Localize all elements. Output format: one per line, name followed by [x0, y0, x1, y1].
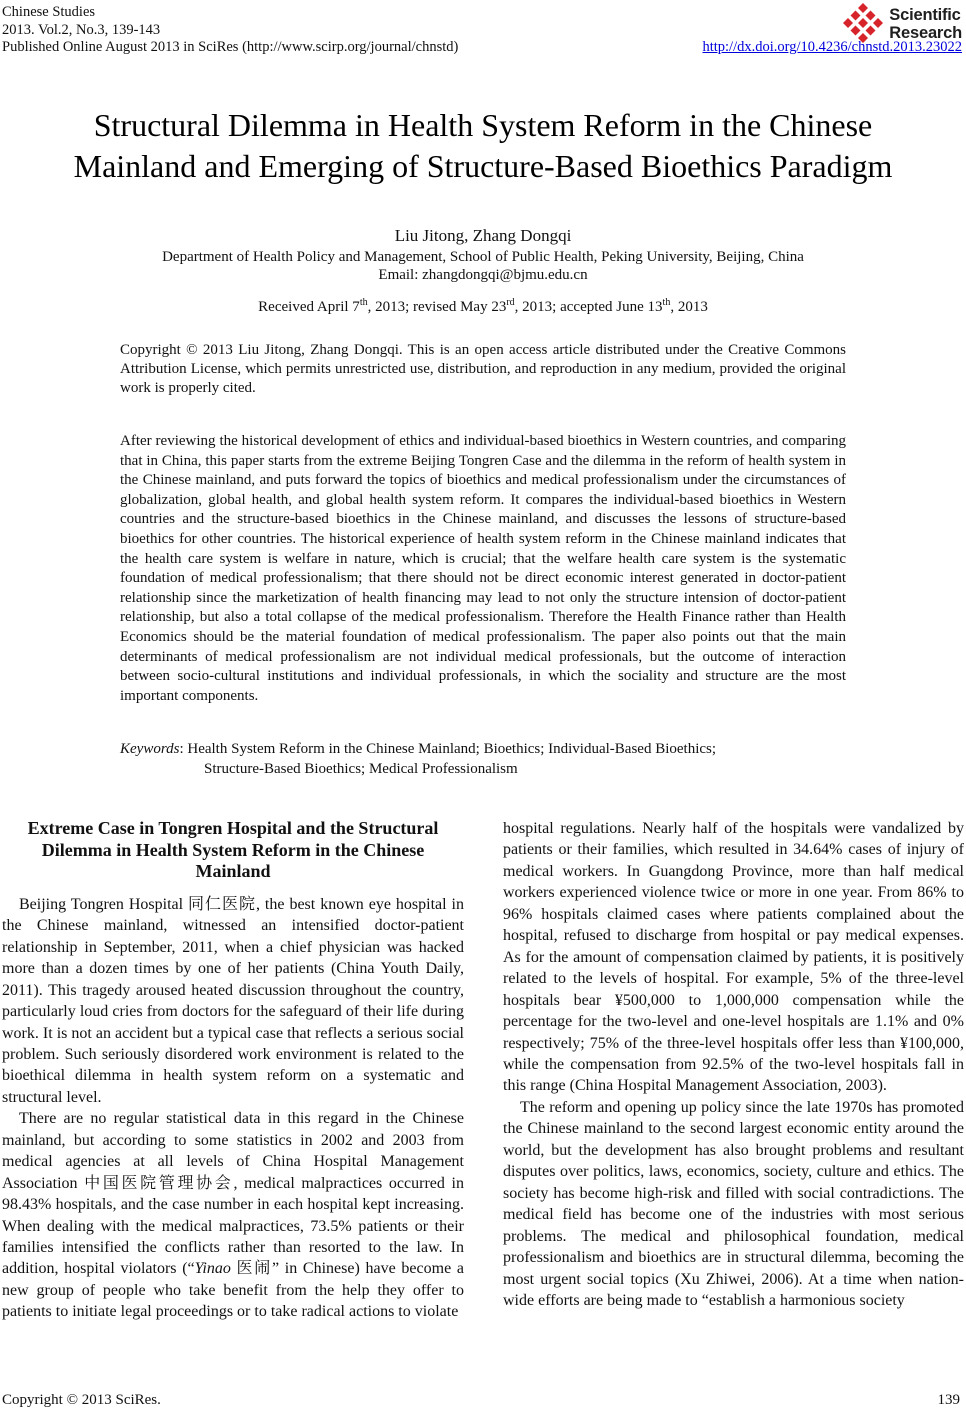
journal-name: Chinese Studies: [2, 4, 96, 20]
affiliation: Department of Health Policy and Management, School of Public Health, Peking University, Beijing, China: [162, 249, 804, 265]
journal-issue: 2013. Vol.2, No.3, 139-143: [2, 21, 161, 38]
email-line: Email: zhangdongqi@bjmu.edu.cn: [378, 267, 588, 283]
article-title: Structural Dilemma in Health System Reform in the Chinese Mainland and Emerging of Structure-Based Bioethics Paradigm: [73, 107, 893, 184]
keywords-label: Keywords: [120, 741, 180, 757]
keywords-line2: Structure-Based Bioethics; Medical Professionalism: [204, 760, 518, 777]
ordinal-superscript: rd: [506, 297, 515, 308]
section-heading: Extreme Case in Tongren Hospital and the Structural Dilemma in Health System Reform in the Chinese Mainland: [27, 818, 439, 882]
logo-word-2: Research: [889, 24, 962, 42]
journal-published-line: Published Online August 2013 in SciRes (http://www.scirp.org/journal/chnstd): [2, 39, 459, 56]
authors: Liu Jitong, Zhang Dongqi: [394, 226, 572, 245]
right-column: [503, 818, 964, 1311]
abstract-paragraph: After reviewing the historical development of ethics and individual-based bioethics in Western countries, and comparing that in China, this paper starts from the extreme Beijing Tongren Case and the dilemma in the reform of health system in the Chinese mainland, and puts forward the topics of bioethics and medical professionalism under the circumstances of globalization, global health, and global health system reform. It compares the individual-based bioethics in Western countries and the structure-based bioethics in the Chinese mainland, and discusses the lessons of structure-based bioethics for other countries. The historical experience of health system reform in the Chinese mainland indicates that the health care system is welfare in nature, which is crucial; that the welfare health care system is the systematic foundation of medical professionalism; that there should not be direct economic interest generated in doctor-patient relationship since the marketization of health financing may lead to not only the structure intension of doctor-patient relationship, but also a total collapse of the medical professionalism. Therefore the Health Finance rather than Health Economics should be the material foundation of medical professionalism. The paper also points out that the main determinants of medical professionalism are not individual medical professionals, but the outcome of interaction between socio-cultural institutions and individual professionals, in which the sociality and structure are the most important components.: [120, 433, 846, 704]
ordinal-superscript: th: [662, 297, 671, 308]
keywords-block: [120, 740, 930, 780]
journal-header: [2, 4, 458, 57]
doi-link[interactable]: http://dx.doi.org/10.4236/chnstd.2013.23022: [702, 39, 962, 55]
keywords-line1: : Health System Reform in the Chinese Mainland; Bioethics; Individual-Based Bioethics;: [179, 741, 717, 757]
left-column: [2, 818, 464, 1323]
footer-copyright: Copyright © 2013 SciRes.: [2, 1392, 161, 1408]
paragraph-tongren-case: Beijing Tongren Hospital 同仁医院, the best known eye hospital in the Chinese mainland, witnessed an intensified doctor-patient relationship in September, 2011, when a chief physician was hacked more than a dozen times by one of her patients (China Youth Daily, 2011). This tragedy aroused heated discussion throughout the country, particularly loud cries from doctors for the safeguard of their life during work. It is not an accident but a typical case that reflects a serious social problem. Such seriously disordered work environment is related to the bioethical dilemma in health system reform on a systematic and structural level.: [2, 895, 464, 1106]
yinao-italic: Yinao: [194, 1260, 231, 1278]
logo-word-1: Scientific: [889, 6, 961, 24]
page-number: 139: [937, 1392, 960, 1408]
paragraph-reform-policy: The reform and opening up policy since the late 1970s has promoted the Chinese mainland to the second largest economic entity around the world, but the development has also brought problems and resultant disputes over politics, laws, economics, society, culture and ethics. The society has become high-risk and filled with social contradictions. The medical field has become one of the industries with most serious problems. The medical and philosophical foundation, medical professionalism and bioethics are in structural dilemma, becoming the most urgent social topics (Xu Zhiwei, 2006). At a time when nation-wide efforts are being made to “establish a harmonious society: [503, 1098, 964, 1309]
ordinal-superscript: th: [359, 297, 368, 308]
license-paragraph: Copyright © 2013 Liu Jitong, Zhang Dongqi. This is an open access article distributed under the Creative Commons Attribution License, which permits unrestricted use, distribution, and reproduction in any medium, provided the original work is properly cited.: [120, 342, 846, 396]
logo-text: [889, 6, 962, 42]
received-line: Received April 7th, 2013; revised May 23rd, 2013; accepted June 13th, 2013: [258, 297, 708, 315]
paragraph-compensation: hospital regulations. Nearly half of the hospitals were vandalized by patients or their families, which resulted in 34.64% cases of injury of medical workers. In Guangdong Province, more than half medical workers experienced violence twice or more in one year. From 86% to 96% hospitals claimed cases where patients complained about the hospital, refused to discharge from hospital or pay medical expenses. As for the amount of compensation claimed by patients, it is positively related to the levels of hospital. For example, 5% of the three-level hospitals bear ¥500,000 to 1,000,000 compensation while the percentage for the two-level and one-level hospitals are 1.1% and 0% respectively; 75% of the three-level hospitals offer less than ¥100,000, while the compensation from 92.5% of the two-level hospitals fall in this range (China Hospital Management Association, 2003).: [503, 820, 964, 1095]
paragraph-statistics: There are no regular statistical data in this regard in the Chinese mainland, but according to some statistics in 2002 and 2003 from medical agencies at all levels of China Hospital Management Association 中国医院管理协会, medical malpractices occurred in 98.43% hospitals, and the case number in each hospital kept increasing. When dealing with the medical malpractices, 73.5% patients or their families intensified the conflicts rather than resorted to the law. In addition, hospital violators (“Yinao 医闹” in Chinese) have become a new group of people who take benefit from the help they offer to patients to initiate legal proceedings or to take radical actions to violate: [2, 1110, 464, 1321]
